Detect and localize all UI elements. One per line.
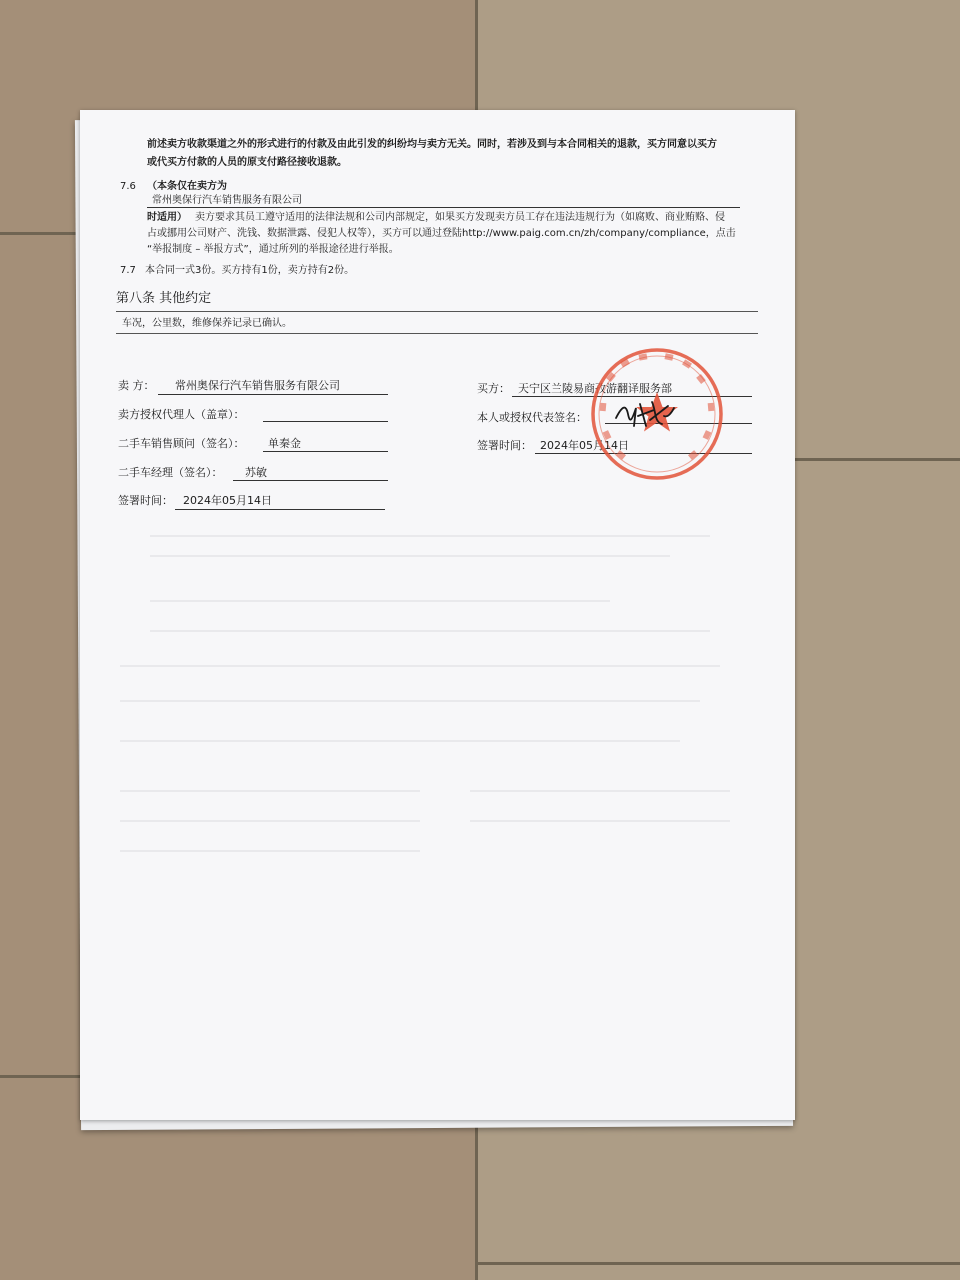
seller-value: 常州奥保行汽车销售服务有限公司: [175, 379, 340, 392]
clause-prev-line2: 或代买方付款的人员的原支付路径接收退款。: [147, 157, 347, 168]
floor-seam: [478, 1262, 960, 1265]
bleed-through-mark: [150, 600, 610, 602]
manager-underline: [233, 480, 388, 481]
bleed-through-mark: [470, 790, 730, 792]
bleed-through-mark: [120, 820, 420, 822]
buyer-handwritten-signature: [610, 396, 680, 430]
clause-7-6-title: （本条仅在卖方为: [147, 181, 227, 192]
seller-date-label: 签署时间：: [118, 494, 173, 507]
floor-seam: [0, 1075, 80, 1078]
clause-7-6-body-line1: 卖方要求其员工遵守适用的法律法规和公司内部规定，如果买方发现卖方员工存在违法违规行为（如腐败、商业贿赂、侵: [195, 212, 725, 223]
seller-agent-underline: [263, 421, 388, 422]
clause-7-7-number: 7.7: [120, 265, 136, 276]
article-8-text: 车况，公里数，维修保养记录已确认。: [122, 318, 292, 329]
clause-prev-line1: 前述卖方收款渠道之外的形式进行的付款及由此引发的纠纷均与卖方无关。同时，若涉及到与本合同相关的退款，买方同意以买方: [147, 139, 717, 150]
article-8-heading: 第八条 其他约定: [116, 291, 212, 306]
floor-seam: [795, 458, 960, 461]
sales-consultant-value: 单秦金: [268, 437, 301, 450]
bleed-through-mark: [120, 665, 720, 667]
manager-label: 二手车经理（签名）：: [118, 466, 223, 479]
buyer-rep-label: 本人或授权代表签名：: [477, 411, 587, 424]
bleed-through-mark: [150, 555, 670, 557]
article-8-bottom-rule: [116, 333, 758, 334]
seller-label: 卖 方：: [118, 379, 155, 392]
seller-underline: [158, 394, 388, 395]
bleed-through-mark: [120, 740, 680, 742]
sales-consultant-label: 二手车销售顾问（签名）：: [118, 437, 245, 450]
buyer-date-value: 2024年05月14日: [540, 439, 629, 452]
bleed-through-mark: [150, 630, 710, 632]
buyer-value: 天宁区兰陵易商孜游翻译服务部: [518, 382, 672, 395]
floor-seam: [0, 232, 80, 235]
seller-date-value: 2024年05月14日: [183, 494, 272, 507]
buyer-date-label: 签署时间：: [477, 439, 532, 452]
bleed-through-mark: [120, 700, 700, 702]
bleed-through-mark: [150, 535, 710, 537]
sales-consultant-underline: [263, 451, 388, 452]
clause-7-6-body-line3: “举报制度 – 举报方式”，通过所列的举报途径进行举报。: [147, 244, 399, 255]
seller-date-underline: [175, 509, 385, 510]
seller-agent-label: 卖方授权代理人（盖章）：: [118, 408, 245, 421]
contract-page: [80, 110, 795, 1120]
seller-name-underline: [147, 207, 740, 208]
bleed-through-mark: [120, 790, 420, 792]
clause-7-7-text: 本合同一式3份。买方持有1份，卖方持有2份。: [145, 265, 355, 276]
clause-7-6-seller-name: 常州奥保行汽车销售服务有限公司: [152, 195, 302, 206]
clause-7-6-body-line2: 占或挪用公司财产、洗钱、数据泄露、侵犯人权等），买方可以通过登陆http://www.paig.com.cn/zh/company/compliance，点击: [147, 228, 736, 239]
bleed-through-mark: [470, 820, 730, 822]
clause-7-6-number: 7.6: [120, 181, 136, 192]
clause-7-6-title-end: 时适用）: [147, 212, 187, 223]
article-8-top-rule: [116, 311, 758, 312]
buyer-label: 买方：: [477, 382, 510, 395]
bleed-through-mark: [120, 850, 420, 852]
manager-value: 苏敏: [245, 466, 267, 479]
